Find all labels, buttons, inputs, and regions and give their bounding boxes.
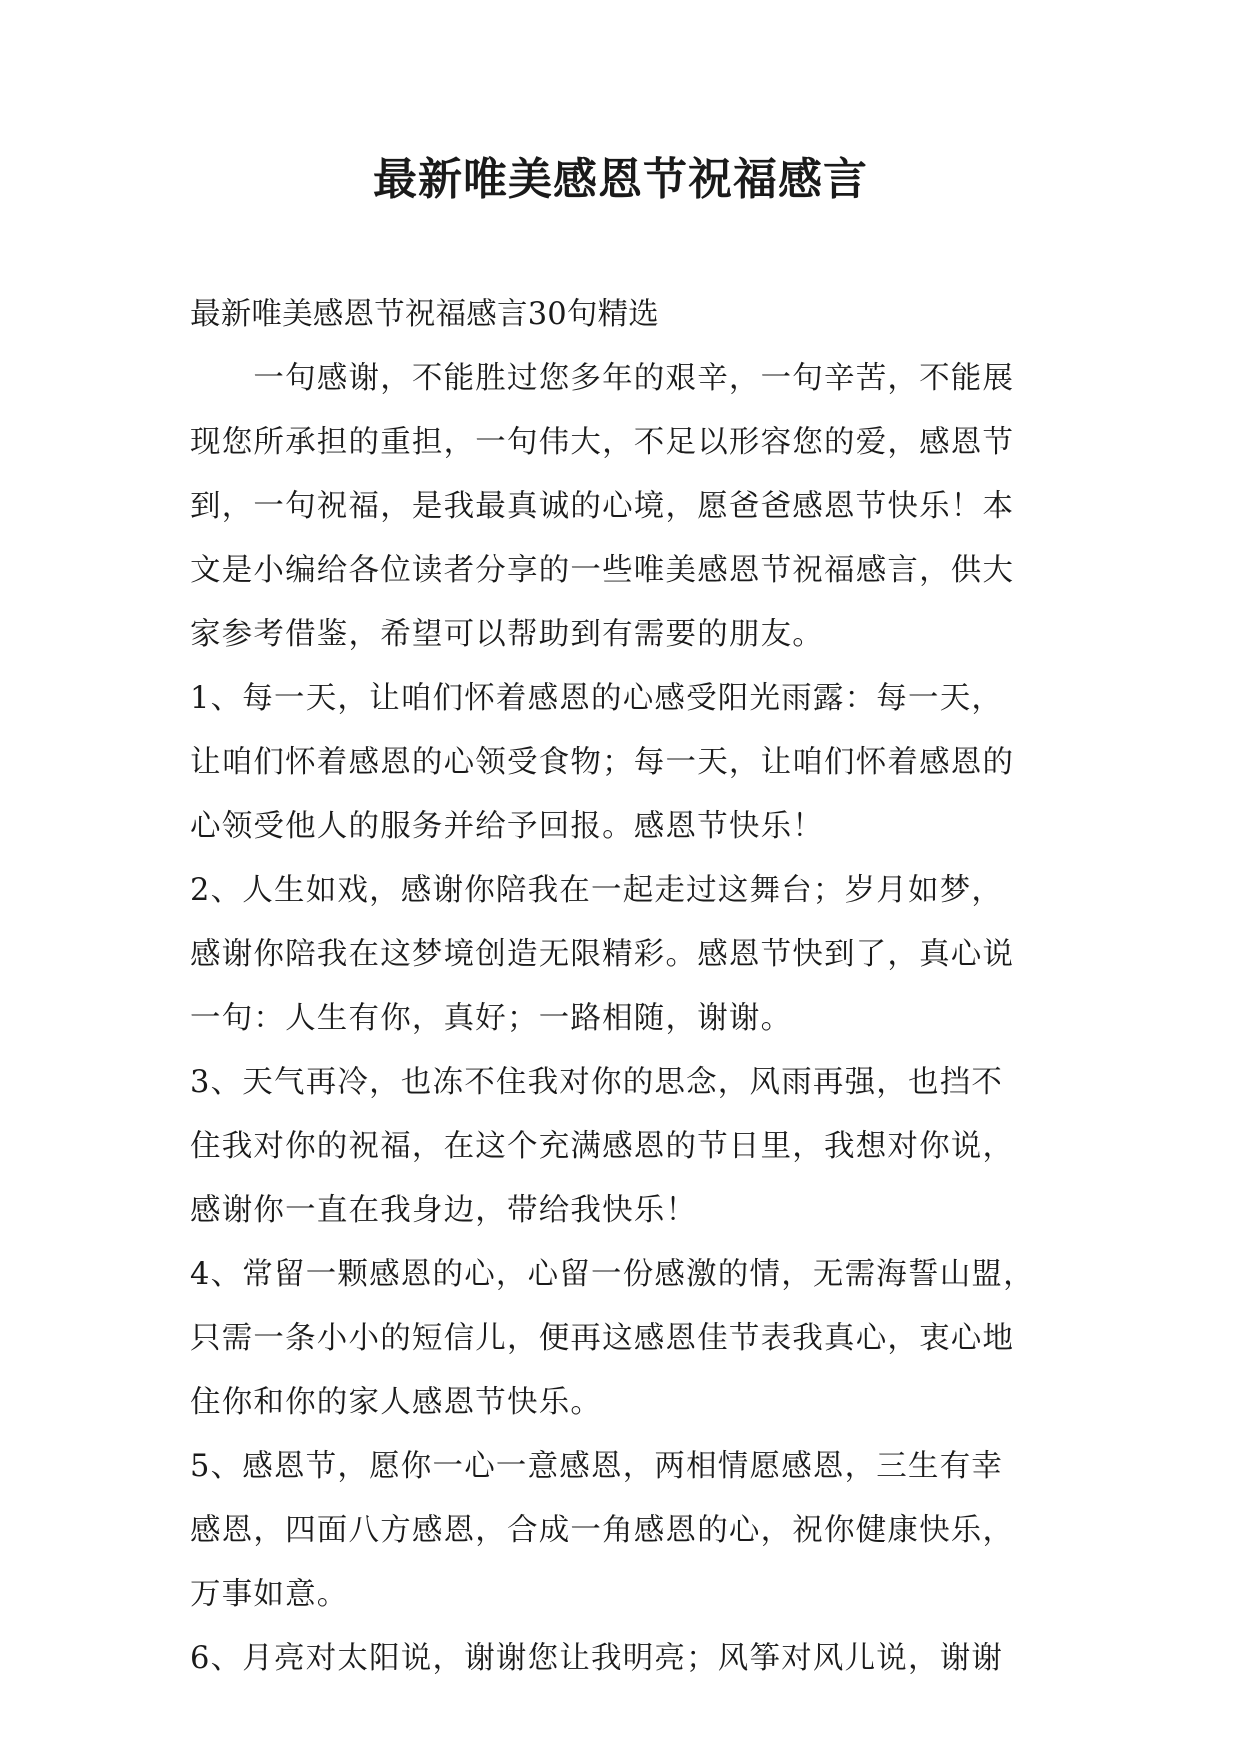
- body-line: 万事如意。: [190, 1577, 349, 1612]
- body-line: 一句：人生有你，真好；一路相随，谢谢。: [190, 1001, 793, 1036]
- body-line: 家参考借鉴，希望可以帮助到有需要的朋友。: [190, 617, 824, 652]
- document-body: [190, 283, 1060, 1691]
- body-line: 让咱们怀着感恩的心领受食物；每一天，让咱们怀着感恩的: [190, 745, 1015, 780]
- body-line: 一句感谢，不能胜过您多年的艰辛，一句辛苦，不能展: [190, 361, 1015, 396]
- body-line: 只需一条小小的短信儿，便再这感恩佳节表我真心，衷心地: [190, 1321, 1015, 1356]
- body-line: 5、感恩节，愿你一心一意感恩，两相情愿感恩，三生有幸: [190, 1449, 1004, 1484]
- body-line: 现您所承担的重担，一句伟大，不足以形容您的爱，感恩节: [190, 425, 1015, 460]
- document-title: 最新唯美感恩节祝福感言: [373, 154, 868, 205]
- subtitle-line: 最新唯美感恩节祝福感言30句精选: [190, 297, 660, 332]
- body-line: 2、人生如戏，感谢你陪我在一起走过这舞台；岁月如梦，: [190, 873, 1004, 908]
- body-line: 3、天气再冷，也冻不住我对你的思念，风雨再强，也挡不: [190, 1065, 1004, 1100]
- body-line: 到，一句祝福，是我最真诚的心境，愿爸爸感恩节快乐！本: [190, 489, 1015, 524]
- body-line: 4、常留一颗感恩的心，心留一份感激的情，无需海誓山盟，: [190, 1257, 1035, 1292]
- body-line: 心领受他人的服务并给予回报。感恩节快乐！: [190, 809, 824, 844]
- body-line: 感谢你一直在我身边，带给我快乐！: [190, 1193, 698, 1228]
- body-line: 住我对你的祝福，在这个充满感恩的节日里，我想对你说，: [190, 1129, 1015, 1164]
- body-line: 6、月亮对太阳说，谢谢您让我明亮；风筝对风儿说，谢谢: [190, 1641, 1004, 1676]
- body-line: 感恩，四面八方感恩，合成一角感恩的心，祝你健康快乐，: [190, 1513, 1015, 1548]
- body-line: 感谢你陪我在这梦境创造无限精彩。感恩节快到了，真心说: [190, 937, 1015, 972]
- body-line: 住你和你的家人感恩节快乐。: [190, 1385, 603, 1420]
- body-line: 1、每一天，让咱们怀着感恩的心感受阳光雨露：每一天，: [190, 681, 1004, 716]
- body-line: 文是小编给各位读者分享的一些唯美感恩节祝福感言，供大: [190, 553, 1015, 588]
